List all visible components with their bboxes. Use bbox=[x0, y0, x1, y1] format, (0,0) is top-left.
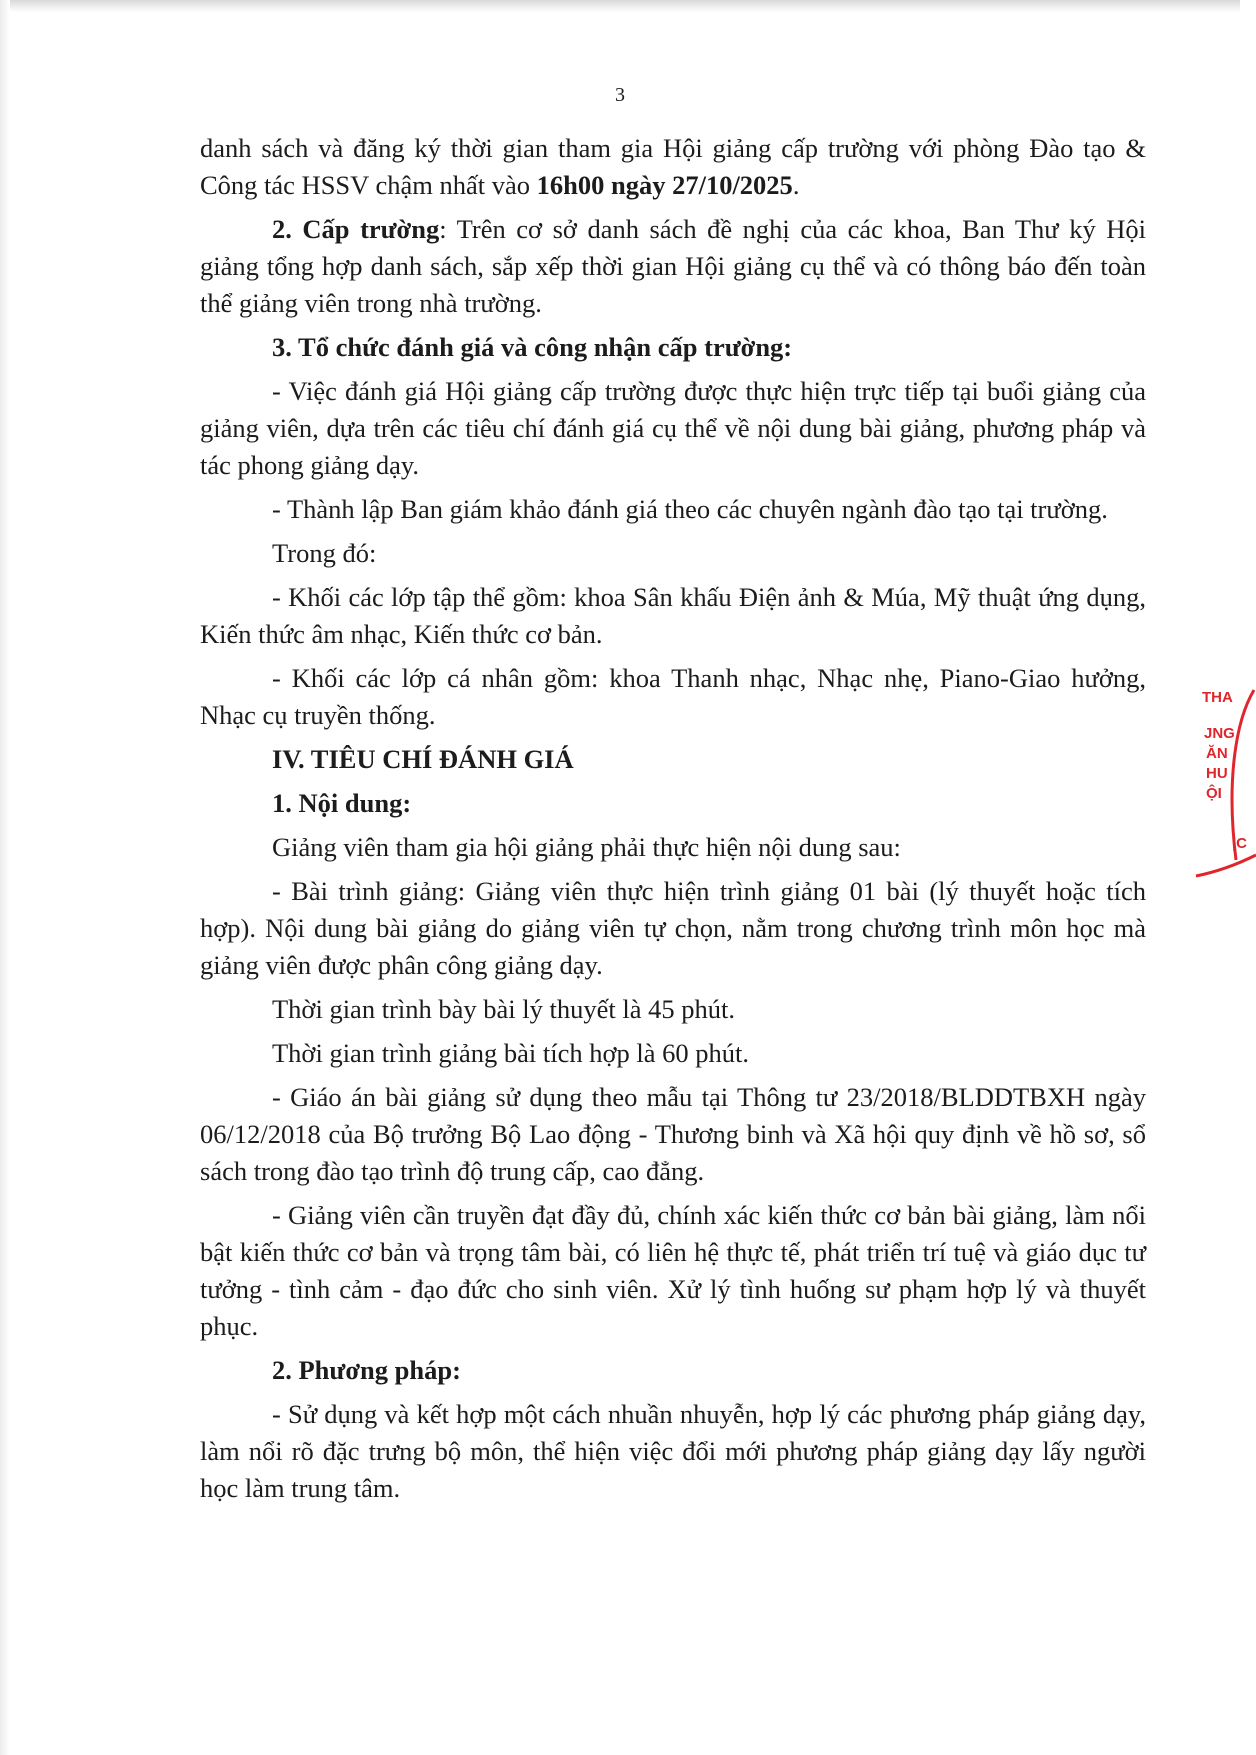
paragraph bbox=[200, 1197, 1146, 1345]
bold-text: IV. TIÊU CHÍ ĐÁNH GIÁ bbox=[272, 744, 574, 774]
bold-text: 3. Tổ chức đánh giá và công nhận cấp trường: bbox=[272, 332, 793, 362]
heading-3-to-chuc-danh-gia bbox=[200, 329, 1146, 366]
scan-edge-top bbox=[0, 0, 1240, 12]
heading-iv-tieu-chi bbox=[200, 741, 1146, 778]
stamp-ring bbox=[1196, 855, 1256, 876]
text-run: Giảng viên tham gia hội giảng phải thực hiện nội dung sau: bbox=[272, 832, 901, 862]
paragraph bbox=[200, 491, 1146, 528]
heading-2-phuong-phap bbox=[200, 1352, 1146, 1389]
section-2-cap-truong bbox=[200, 211, 1146, 322]
text-run: . bbox=[792, 170, 800, 200]
bold-text: 16h00 ngày 27/10/2025 bbox=[536, 170, 793, 200]
scan-edge-left bbox=[0, 0, 10, 1755]
text-run: Trong đó: bbox=[272, 538, 377, 568]
text-run: - Việc đánh giá Hội giảng cấp trường được thực hiện trực tiếp tại buổi giảng của giảng viên, dựa trên các tiêu chí đánh giá cụ thể về nội dung bài giảng, phương pháp và tác phong giảng dạy. bbox=[200, 376, 1146, 480]
bold-text: 1. Nội dung: bbox=[272, 788, 412, 818]
red-stamp-fragment bbox=[1196, 680, 1256, 890]
text-run: danh sách và đăng ký thời gian tham gia Hội giảng cấp trường với phòng Đào tạo & Công tác HSSV chậm nhất vào bbox=[200, 133, 1146, 200]
paragraph bbox=[200, 991, 1146, 1028]
text-run: : Trên cơ sở danh sách đề nghị của các khoa, Ban Thư ký Hội giảng tổng hợp danh sách, sắp xếp thời gian Hội giảng cụ thể và có thông báo đến toàn thể giảng viên trong nhà trường. bbox=[200, 214, 1146, 318]
paragraph bbox=[200, 829, 1146, 866]
stamp-text: ĂN bbox=[1206, 745, 1228, 762]
stamp-text: THA bbox=[1202, 689, 1233, 706]
bold-text: 2. Cấp trường bbox=[272, 214, 440, 244]
text-run: Thời gian trình bày bài lý thuyết là 45 phút. bbox=[272, 994, 735, 1024]
paragraph bbox=[200, 130, 1146, 204]
paragraph bbox=[200, 535, 1146, 572]
paragraph bbox=[200, 660, 1146, 734]
paragraph bbox=[200, 1079, 1146, 1190]
heading-1-noi-dung bbox=[200, 785, 1146, 822]
text-run: - Thành lập Ban giám khảo đánh giá theo các chuyên ngành đào tạo tại trường. bbox=[272, 494, 1108, 524]
paragraph bbox=[200, 373, 1146, 484]
stamp-text: ỘI bbox=[1206, 785, 1222, 802]
paragraph bbox=[200, 1396, 1146, 1507]
text-run: - Khối các lớp tập thể gồm: khoa Sân khấu Điện ảnh & Múa, Mỹ thuật ứng dụng, Kiến thức âm nhạc, Kiến thức cơ bản. bbox=[200, 582, 1146, 649]
paragraph bbox=[200, 1035, 1146, 1072]
stamp-text: ỊC bbox=[1232, 835, 1247, 852]
text-run: Thời gian trình giảng bài tích hợp là 60 phút. bbox=[272, 1038, 749, 1068]
paragraph bbox=[200, 579, 1146, 653]
page-number: 3 bbox=[615, 84, 625, 106]
paragraph bbox=[200, 873, 1146, 984]
bold-text: 2. Phương pháp: bbox=[272, 1355, 461, 1385]
text-run: - Giáo án bài giảng sử dụng theo mẫu tại Thông tư 23/2018/BLDDTBXH ngày 06/12/2018 của Bộ trưởng Bộ Lao động - Thương binh và Xã hội quy định về hồ sơ, sổ sách trong đào tạo trình độ trung cấp, cao đẳng. bbox=[200, 1082, 1146, 1186]
stamp-text: JNG bbox=[1204, 725, 1235, 742]
text-run: - Bài trình giảng: Giảng viên thực hiện trình giảng 01 bài (lý thuyết hoặc tích hợp). Nội dung bài giảng do giảng viên tự chọn, nằm trong chương trình môn học mà giảng viên được phân công giảng dạy. bbox=[200, 876, 1146, 980]
document-body bbox=[200, 130, 1146, 1514]
stamp-text: HU bbox=[1206, 765, 1228, 782]
text-run: - Khối các lớp cá nhân gồm: khoa Thanh nhạc, Nhạc nhẹ, Piano-Giao hưởng, Nhạc cụ truyền thống. bbox=[200, 663, 1146, 730]
text-run: - Giảng viên cần truyền đạt đầy đủ, chính xác kiến thức cơ bản bài giảng, làm nổi bật kiến thức cơ bản và trọng tâm bài, có liên hệ thực tế, phát triển trí tuệ và giáo dục tư tưởng - tình cảm - đạo đức cho sinh viên. Xử lý tình huống sư phạm hợp lý và thuyết phục. bbox=[200, 1200, 1146, 1341]
text-run: - Sử dụng và kết hợp một cách nhuần nhuyễn, hợp lý các phương pháp giảng dạy, làm nổi rõ đặc trưng bộ môn, thể hiện việc đổi mới phương pháp giảng dạy lấy người học làm trung tâm. bbox=[200, 1399, 1146, 1503]
